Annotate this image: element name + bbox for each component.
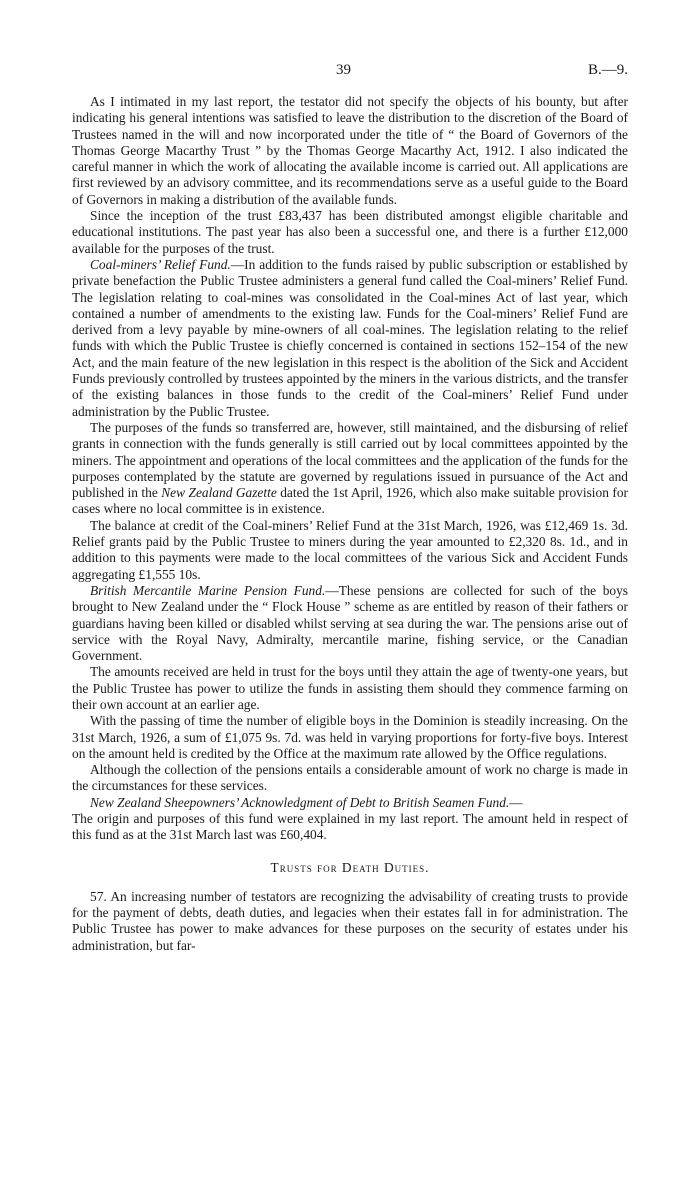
text-run: Since the inception of the trust £83,437 has been distributed amongst eligible charitable and educational institutions. The past year has also been a successful one, and there is a further £12,000 available for the purposes of the trust. — [72, 208, 628, 256]
italic-run: British Mercantile Marine Pension Fund. — [90, 582, 326, 598]
text-run: dated the 1st April, 1926, which also make suitable provision for cases where no local committee is in existence. — [72, 485, 628, 517]
paragraph — [72, 94, 628, 208]
text-run: The origin and purposes of this fund were explained in my last report. The amount held in respect of this fund as at the 31st March last was £60,404. — [72, 811, 628, 843]
paragraph — [72, 795, 628, 811]
text-run: The amounts received are held in trust for the boys until they attain the age of twenty-one years, but the Public Trustee has power to utilize the funds in assisting them should they commence farming on their own account at an earlier age. — [72, 664, 628, 712]
paragraph — [72, 713, 628, 762]
paragraph — [72, 208, 628, 257]
italic-run: New Zealand Gazette — [161, 485, 277, 501]
paragraph-group-bottom — [72, 889, 628, 954]
paragraph — [72, 257, 628, 420]
italic-run: New Zealand Sheepowners’ Acknowledgment of Debt to British Seamen Fund. — [90, 794, 510, 810]
paragraph — [72, 518, 628, 583]
italic-run: Coal-miners’ Relief Fund. — [90, 256, 231, 272]
page-number: 39 — [336, 62, 351, 78]
text-run: The balance at credit of the Coal-miners’ Relief Fund at the 31st March, 1926, was £12,469 1s. 3d. Relief grants paid by the Public Trustee to miners during the year amounted to £2,320 8s. 1d., and in addition to this payments were made to the local committees of the various Sick and Accident Funds aggregating £1,555 10s. — [72, 517, 628, 582]
document-reference: B.—9. — [587, 62, 628, 78]
text-run: The purposes of the funds so transferred are, however, still maintained, and the disbursing of relief grants in connection with the funds generally is still carried out by local committees appointed by the miners. The appointment and operations of the local committees and the application of the funds for the purposes contemplated by the statute are governed by regulations issued in pursuance of the Act and published in the — [72, 419, 628, 501]
text-run: 57. An increasing number of testators are recognizing the advisability of creating trusts to provide for the payment of debts, death duties, and legacies when their estates fall in for administration. The Public Trustee has power to make advances for these purposes on the security of estates under his administration, but far- — [72, 888, 628, 953]
paragraph-group-top — [72, 94, 628, 844]
text-run: —These pensions are collected for such of the boys brought to New Zealand under the “ Flock House ” scheme as are entitled by reason of their fathers or guardians having been killed or disabled whilst serving at sea during the war. The pensions arise out of service with the Royal Navy, Admiralty, mercantile marine, fishing service, or the Canadian Government. — [72, 582, 628, 664]
text-run: — — [509, 794, 523, 810]
paragraph — [72, 762, 628, 795]
text-run: —In addition to the funds raised by public subscription or established by private benefaction the Public Trustee administers a general fund called the Coal-miners’ Relief Fund. The legislation relating to coal-mines was consolidated in the Coal-mines Act of last year, which contained a number of amendments to the existing law. Funds for the Coal-miners’ Relief Fund are derived from a levy payable by mine-owners of all coal-mines. The legislation relating to the relief funds with which the Public Trustee is chiefly concerned is contained in sections 152–154 of the new Act, and the main feature of the new legislation in this respect is the abolition of the Sick and Accident Funds previously controlled by trustees appointed by the miners in the various districts, and the transfer of the existing balances in those funds to the credit of the Coal-miners’ Relief Fund under administration by the Public Trustee. — [72, 256, 628, 419]
section-heading: Trusts for Death Duties. — [270, 859, 430, 875]
paragraph — [72, 811, 628, 844]
text-run: Although the collection of the pensions entails a considerable amount of work no charge is made in the circumstances for these services. — [72, 762, 628, 794]
paragraph — [72, 583, 628, 664]
paragraph — [72, 664, 628, 713]
page-header — [0, 62, 700, 82]
document-body — [72, 94, 628, 954]
text-run: As I intimated in my last report, the testator did not specify the objects of his bounty, but after indicating his general intentions was satisfied to leave the distribution to the discretion of the Board of Trustees named in the will and now incorporated under the title of “ the Board of Governors of the Thomas George Macarthy Trust ” by the Thomas George Macarthy Act, 1912. I also indicated the careful manner in which the work of allocating the available income is carried out. All applications are first reviewed by an advisory committee, and its recommendations serve as a useful guide to the Board of Governors in making a distribution of the available funds. — [72, 94, 628, 207]
paragraph — [72, 420, 628, 518]
paragraph — [72, 889, 628, 954]
text-run: With the passing of time the number of eligible boys in the Dominion is steadily increasing. On the 31st March, 1926, a sum of £1,075 9s. 7d. was held in varying proportions for forty-five boys. Interest on the amount held is credited by the Office at the maximum rate allowed by the Office regulations. — [72, 713, 628, 761]
